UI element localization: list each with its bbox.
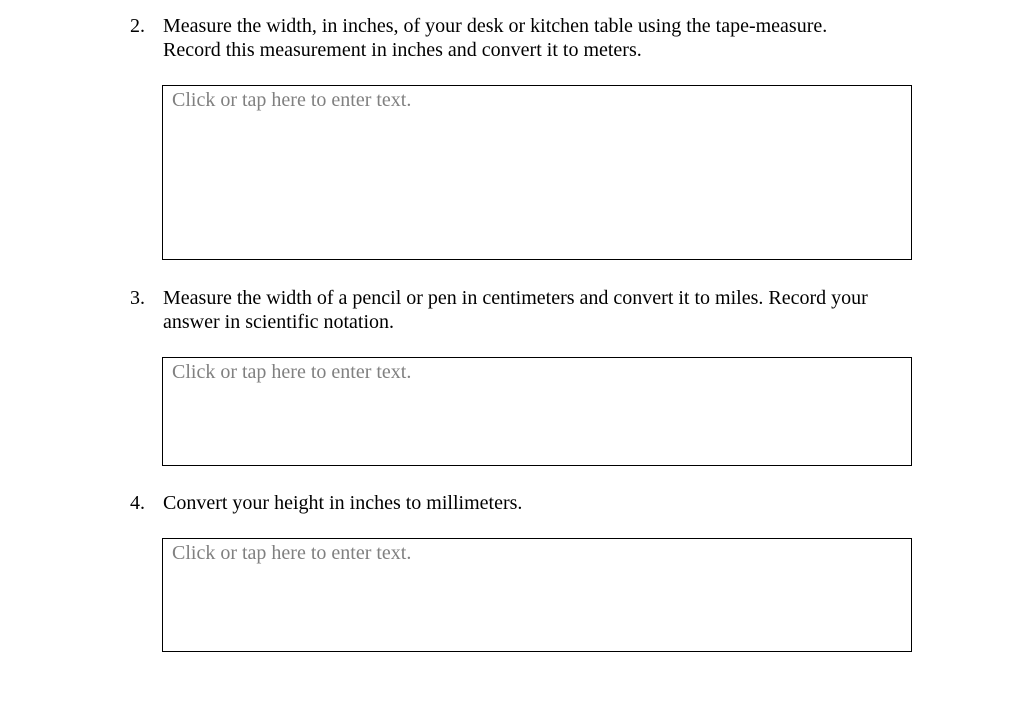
answer-field-question-3[interactable] — [162, 357, 912, 466]
answer-field-question-4[interactable] — [162, 538, 912, 652]
answer-placeholder: Click or tap here to enter text. — [172, 89, 412, 111]
question-text — [163, 491, 920, 515]
question-line: Record this measurement in inches and convert it to meters. — [163, 39, 642, 61]
question-text — [163, 286, 920, 334]
question-line: Convert your height in inches to millimeters. — [163, 492, 523, 514]
question-number: 2. — [130, 15, 145, 37]
answer-placeholder: Click or tap here to enter text. — [172, 361, 412, 383]
question-number: 4. — [130, 492, 145, 514]
answer-placeholder: Click or tap here to enter text. — [172, 542, 412, 564]
answer-field-question-2[interactable] — [162, 85, 912, 260]
question-line: answer in scientific notation. — [163, 311, 395, 333]
question-number: 3. — [130, 287, 145, 309]
question-text — [163, 14, 920, 62]
question-line: Measure the width, in inches, of your desk or kitchen table using the tape-measure. — [163, 15, 828, 37]
question-line: Measure the width of a pencil or pen in centimeters and convert it to miles. Record your — [163, 287, 868, 309]
